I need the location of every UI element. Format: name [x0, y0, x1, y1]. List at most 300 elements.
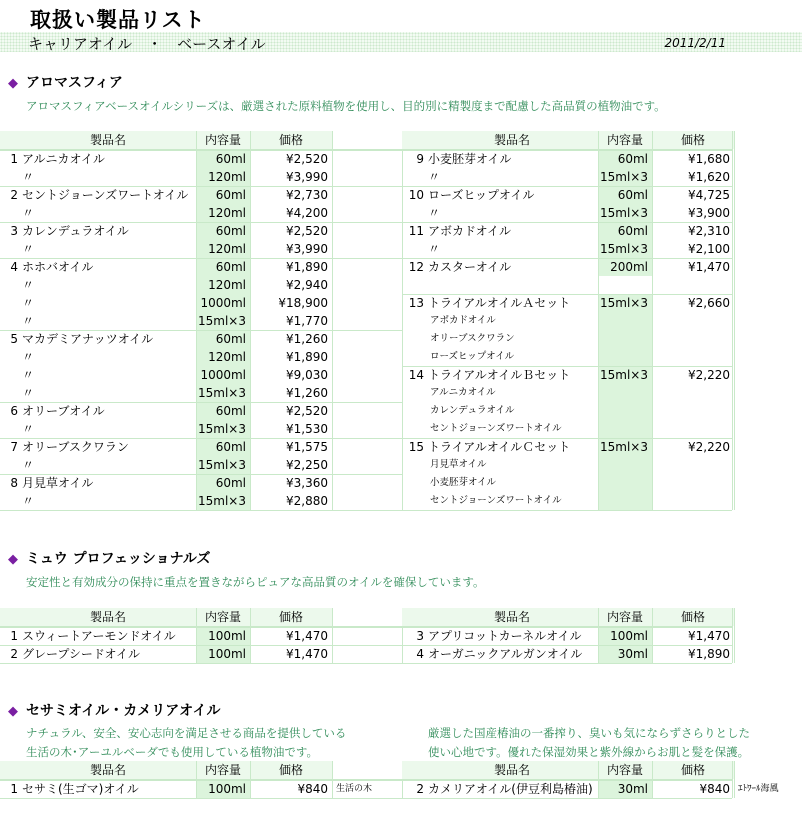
header-price: 価格	[278, 610, 303, 624]
table-row	[0, 474, 402, 492]
product-volume	[598, 348, 652, 366]
table-row	[0, 366, 402, 384]
table-row	[0, 186, 402, 204]
column-separator	[196, 608, 197, 663]
date: 2011/2/11	[664, 36, 726, 50]
product-price: ¥1,470	[688, 260, 730, 274]
product-name: スウィートアーモンドオイル	[22, 629, 176, 643]
table-header	[402, 761, 734, 779]
group-divider	[402, 186, 732, 187]
table-bottom-line	[402, 663, 732, 664]
product-volume: 200ml	[598, 258, 652, 276]
product-table-sesame-camellia	[0, 761, 802, 801]
product-volume: 60ml	[598, 150, 652, 168]
product-price	[652, 276, 734, 294]
column-separator	[732, 608, 733, 663]
description-line: 使い心地です。優れた保湿効果と紫外線からお肌と髪を保護。	[428, 745, 750, 759]
column-separator	[196, 131, 197, 510]
table-row	[402, 168, 732, 186]
product-price	[652, 420, 734, 438]
column-separator	[598, 608, 599, 663]
row-number: 14	[408, 368, 424, 382]
table-row	[402, 456, 732, 474]
header-price: 価格	[278, 133, 303, 147]
product-price	[652, 474, 734, 492]
row-number: 1	[10, 782, 18, 796]
row-number: 4	[416, 647, 424, 661]
table-row	[0, 240, 402, 258]
row-number: 7	[10, 440, 18, 454]
product-volume: 60ml	[196, 186, 250, 204]
table-row	[0, 222, 402, 240]
product-volume: 60ml	[598, 186, 652, 204]
group-divider	[402, 645, 732, 646]
column-separator	[250, 608, 251, 663]
row-number	[0, 366, 20, 384]
group-divider	[402, 366, 732, 367]
product-price: ¥1,260	[286, 332, 328, 346]
row-number: 15	[408, 440, 424, 454]
row-number	[0, 240, 20, 258]
table-row	[402, 366, 732, 384]
product-price: ¥1,575	[286, 440, 328, 454]
product-name: ホホバオイル	[22, 260, 94, 274]
table-header	[0, 608, 332, 626]
product-volume: 60ml	[196, 150, 250, 168]
row-number	[402, 330, 426, 348]
header-num-cell	[0, 131, 20, 149]
row-number	[0, 384, 20, 402]
product-name: 月見草オイル	[22, 476, 94, 490]
table-header	[402, 131, 734, 149]
group-divider	[402, 150, 732, 151]
row-number	[402, 456, 426, 474]
product-name: グレープシードオイル	[22, 647, 140, 661]
product-volume: 60ml	[196, 402, 250, 420]
product-volume: 15ml×3	[598, 204, 652, 222]
row-number: 11	[408, 224, 424, 238]
table-row	[0, 150, 402, 168]
table-header	[0, 131, 332, 149]
header-name: 製品名	[89, 133, 126, 147]
header-volume: 内容量	[606, 133, 643, 147]
product-volume: 15ml×3	[598, 366, 652, 384]
row-number	[402, 384, 426, 402]
product-volume	[598, 312, 652, 330]
product-price: ¥2,940	[286, 278, 328, 292]
section-heading-sesame-camellia	[8, 700, 220, 720]
group-divider	[0, 222, 402, 223]
product-note: ｴﾄﾜｰﾙ海風	[738, 784, 779, 794]
table-row	[402, 402, 732, 420]
product-price: ¥840	[699, 782, 730, 796]
table-row	[0, 780, 402, 798]
product-price: ¥4,725	[688, 188, 730, 202]
column-separator	[250, 131, 251, 510]
product-name: 小麦胚芽オイル	[428, 152, 512, 166]
table-row	[0, 456, 402, 474]
product-volume: 15ml×3	[598, 240, 652, 258]
page-title: 取扱い製品リスト	[30, 8, 206, 32]
product-price: ¥1,890	[286, 350, 328, 364]
product-volume: 100ml	[196, 645, 250, 663]
table-row	[402, 780, 779, 798]
row-number	[0, 420, 20, 438]
set-component-name: アボカドオイル	[430, 315, 496, 326]
row-number: 2	[10, 188, 18, 202]
product-name: アボカドオイル	[428, 224, 512, 238]
product-price: ¥1,620	[688, 170, 730, 184]
group-divider	[0, 438, 402, 439]
row-number	[402, 168, 426, 186]
row-number	[0, 276, 20, 294]
group-divider	[0, 402, 402, 403]
header-volume: 内容量	[606, 763, 643, 777]
product-volume: 15ml×3	[196, 456, 250, 474]
row-number	[402, 474, 426, 492]
group-divider	[402, 258, 732, 259]
table-row	[0, 492, 402, 510]
header-name: 製品名	[493, 763, 530, 777]
table-row	[0, 384, 402, 402]
table-row	[0, 258, 402, 276]
product-volume: 30ml	[598, 780, 652, 798]
product-volume: 60ml	[196, 438, 250, 456]
product-name: オーガニックアルガンオイル	[428, 647, 583, 661]
header-volume: 内容量	[204, 610, 241, 624]
product-price: ¥2,520	[286, 152, 328, 166]
product-volume: 120ml	[196, 240, 250, 258]
table-row	[0, 294, 402, 312]
product-name: 〃	[428, 170, 441, 184]
product-price: ¥1,260	[286, 386, 328, 400]
description-line: ナチュラル、安全、安心志向を満足させる商品を提供している	[26, 726, 347, 740]
product-name: オリーブスクワラン	[22, 440, 129, 454]
product-name: 〃	[22, 350, 35, 364]
product-volume: 15ml×3	[598, 168, 652, 186]
product-volume	[598, 402, 652, 420]
table-row	[402, 258, 732, 276]
product-volume	[598, 384, 652, 402]
product-name: 〃	[22, 386, 35, 400]
product-volume	[598, 276, 652, 294]
product-price: ¥2,880	[286, 494, 328, 508]
table-row	[0, 438, 402, 456]
table-row	[402, 492, 732, 510]
product-volume	[598, 492, 652, 510]
product-name: カレンデュラオイル	[22, 224, 129, 238]
table-row	[402, 312, 732, 330]
table-row	[0, 348, 402, 366]
table-row	[402, 186, 732, 204]
column-separator	[598, 761, 599, 798]
header-num-cell	[0, 761, 20, 779]
table-header	[0, 761, 332, 779]
product-price: ¥1,680	[688, 152, 730, 166]
product-name: カメリアオイル(伊豆利島椿油)	[428, 782, 593, 796]
table-row	[402, 348, 732, 366]
group-divider	[0, 780, 402, 781]
row-number	[0, 312, 20, 330]
row-number: 9	[416, 152, 424, 166]
product-price: ¥3,360	[286, 476, 328, 490]
product-price: ¥2,310	[688, 224, 730, 238]
product-price	[652, 492, 734, 510]
set-component-name: カレンデュラオイル	[430, 405, 515, 416]
header-price: 価格	[680, 133, 705, 147]
product-volume	[598, 420, 652, 438]
product-price: ¥2,220	[688, 440, 730, 454]
row-number: 10	[408, 188, 424, 202]
product-price: ¥2,520	[286, 224, 328, 238]
table-row	[402, 384, 732, 402]
diamond-bullet-icon: ◆	[8, 552, 18, 567]
product-volume: 60ml	[196, 258, 250, 276]
column-separator	[250, 761, 251, 798]
set-component-name: 月見草オイル	[430, 459, 487, 470]
row-number	[402, 240, 426, 258]
column-separator	[652, 131, 653, 510]
product-volume: 120ml	[196, 204, 250, 222]
diamond-bullet-icon: ◆	[8, 704, 18, 719]
product-volume: 100ml	[196, 627, 250, 645]
table-row	[0, 420, 402, 438]
row-number	[402, 348, 426, 366]
column-separator	[598, 131, 599, 510]
product-price: ¥1,530	[286, 422, 328, 436]
product-price	[652, 312, 734, 330]
product-name: セントジョーンズワートオイル	[22, 188, 189, 202]
row-number	[0, 168, 20, 186]
table-row	[402, 240, 732, 258]
table-row	[402, 627, 732, 645]
product-price: ¥1,470	[286, 629, 328, 643]
product-name: アルニカオイル	[22, 152, 105, 166]
column-separator	[732, 131, 733, 510]
group-divider	[0, 645, 402, 646]
group-divider	[0, 474, 402, 475]
set-component-name: ローズヒップオイル	[430, 351, 515, 362]
product-name: カスターオイル	[428, 260, 512, 274]
product-volume: 120ml	[196, 276, 250, 294]
product-name: 〃	[22, 494, 35, 508]
description-line: 生活の木･アーユルベーダでも使用している植物油です。	[26, 745, 318, 759]
row-number	[402, 420, 426, 438]
product-price: ¥1,770	[286, 314, 328, 328]
table-row	[0, 402, 402, 420]
column-separator	[332, 131, 333, 510]
product-volume	[598, 474, 652, 492]
header-name: 製品名	[89, 763, 126, 777]
product-volume: 100ml	[196, 780, 250, 798]
table-row	[402, 420, 732, 438]
product-price: ¥1,470	[286, 647, 328, 661]
set-component-name: オリーブスクワラン	[430, 333, 515, 344]
row-number: 13	[408, 296, 424, 310]
product-price: ¥1,470	[688, 629, 730, 643]
table-row	[402, 294, 732, 312]
table-row	[402, 474, 732, 492]
section-heading-aromasphere	[8, 72, 123, 92]
table-row	[402, 438, 732, 456]
group-divider	[0, 258, 402, 259]
table-bottom-line	[0, 798, 402, 799]
header-num-cell	[0, 608, 20, 626]
row-number	[402, 204, 426, 222]
column-separator	[652, 761, 653, 798]
row-number: 2	[416, 782, 424, 796]
product-price: ¥1,890	[688, 647, 730, 661]
product-note: 生活の木	[336, 784, 373, 794]
header-volume: 内容量	[204, 133, 241, 147]
header-price: 価格	[680, 763, 705, 777]
product-price: ¥2,520	[286, 404, 328, 418]
product-name: 〃	[22, 368, 35, 382]
product-name: 〃	[22, 314, 35, 328]
table-row	[402, 204, 732, 222]
table-bottom-line	[402, 510, 732, 511]
product-volume	[598, 330, 652, 348]
group-divider	[402, 627, 732, 628]
section-description: アロマスフィアベースオイルシリーズは、厳選された原料植物を使用し、目的別に精製度まで配慮した高品質の植物油です。	[26, 99, 666, 113]
product-volume: 15ml×3	[598, 294, 652, 312]
product-name: 〃	[22, 296, 35, 310]
table-row	[0, 330, 402, 348]
row-number: 8	[10, 476, 18, 490]
product-price: ¥3,990	[286, 170, 328, 184]
column-separator	[652, 608, 653, 663]
product-name: 〃	[22, 422, 35, 436]
product-name: マカデミアナッツオイル	[22, 332, 154, 346]
product-price	[652, 456, 734, 474]
row-number: 6	[10, 404, 18, 418]
table-header	[402, 608, 734, 626]
product-volume: 60ml	[598, 222, 652, 240]
product-name	[426, 276, 598, 294]
product-price: ¥2,730	[286, 188, 328, 202]
group-divider	[402, 294, 732, 295]
product-volume	[598, 456, 652, 474]
product-name: 〃	[22, 458, 35, 472]
row-number	[0, 456, 20, 474]
product-volume: 1000ml	[196, 294, 250, 312]
product-price: ¥2,100	[688, 242, 730, 256]
row-number: 1	[10, 152, 18, 166]
group-divider	[402, 438, 732, 439]
column-separator	[196, 761, 197, 798]
table-row	[0, 204, 402, 222]
set-component-name: アルニカオイル	[430, 387, 496, 398]
table-bottom-line	[0, 663, 402, 664]
group-divider	[0, 627, 402, 628]
header-name: 製品名	[89, 610, 126, 624]
product-price	[652, 402, 734, 420]
subtitle: キャリアオイル ・ ベースオイル	[28, 35, 266, 53]
product-price: ¥9,030	[286, 368, 328, 382]
section-description: 安定性と有効成分の保持に重点を置きながらピュアな高品質のオイルを確保しています。	[26, 575, 485, 589]
product-price	[652, 330, 734, 348]
column-separator	[732, 761, 733, 798]
product-name: 〃	[22, 242, 35, 256]
table-row	[402, 150, 732, 168]
row-number: 12	[408, 260, 424, 274]
product-table-mewe	[0, 608, 802, 668]
product-name: ローズヒップオイル	[428, 188, 535, 202]
table-bottom-line	[0, 510, 402, 511]
set-component-name: セントジョーンズワートオイル	[430, 423, 562, 434]
header-name: 製品名	[493, 133, 530, 147]
column-separator	[734, 608, 735, 663]
product-name: 〃	[22, 170, 35, 184]
product-name: 〃	[428, 206, 441, 220]
header-price: 価格	[278, 763, 303, 777]
table-row	[0, 627, 402, 645]
header-name: 製品名	[493, 610, 530, 624]
group-divider	[402, 222, 732, 223]
header-price: 価格	[680, 610, 705, 624]
row-number: 5	[10, 332, 18, 346]
set-component-name: セントジョーンズワートオイル	[430, 495, 562, 506]
table-row	[0, 276, 402, 294]
group-divider	[0, 186, 402, 187]
table-row	[402, 330, 732, 348]
product-volume: 15ml×3	[196, 420, 250, 438]
product-price	[652, 348, 734, 366]
product-volume: 60ml	[196, 474, 250, 492]
table-row	[0, 312, 402, 330]
section-heading-label: セサミオイル・カメリアオイル	[26, 703, 221, 719]
product-volume: 60ml	[196, 330, 250, 348]
row-number	[402, 312, 426, 330]
section-heading-label: アロマスフィア	[26, 75, 123, 91]
product-volume: 15ml×3	[598, 438, 652, 456]
product-price: ¥2,660	[688, 296, 730, 310]
product-price: ¥3,990	[286, 242, 328, 256]
product-volume: 1000ml	[196, 366, 250, 384]
table-row	[0, 168, 402, 186]
column-separator	[734, 761, 735, 798]
product-volume: 60ml	[196, 222, 250, 240]
product-name: オリーブオイル	[22, 404, 105, 418]
row-number	[402, 402, 426, 420]
table-row	[402, 645, 732, 663]
product-price: ¥4,200	[286, 206, 328, 220]
product-name: アプリコットカーネルオイル	[428, 629, 582, 643]
table-bottom-line	[402, 798, 732, 799]
row-number: 3	[416, 629, 424, 643]
product-volume: 120ml	[196, 348, 250, 366]
section-description-left	[26, 724, 346, 762]
product-volume: 30ml	[598, 645, 652, 663]
table-row	[0, 645, 402, 663]
product-volume: 15ml×3	[196, 492, 250, 510]
product-name: トライアルオイルＢセット	[428, 368, 571, 382]
product-price: ¥840	[297, 782, 328, 796]
product-name: 〃	[22, 206, 35, 220]
description-line: 厳選した国産椿油の一番搾り、臭いも気にならずさらりとした	[428, 726, 750, 740]
diamond-bullet-icon: ◆	[8, 76, 18, 91]
product-name: 〃	[22, 278, 35, 292]
product-name: セサミ(生ゴマ)オイル	[22, 782, 139, 796]
row-number	[0, 492, 20, 510]
set-component-name: 小麦胚芽オイル	[430, 477, 497, 488]
row-number	[0, 348, 20, 366]
row-number	[402, 492, 426, 510]
header-num-cell	[402, 608, 426, 626]
row-number: 3	[10, 224, 18, 238]
row-number	[0, 204, 20, 222]
row-number	[402, 276, 426, 294]
